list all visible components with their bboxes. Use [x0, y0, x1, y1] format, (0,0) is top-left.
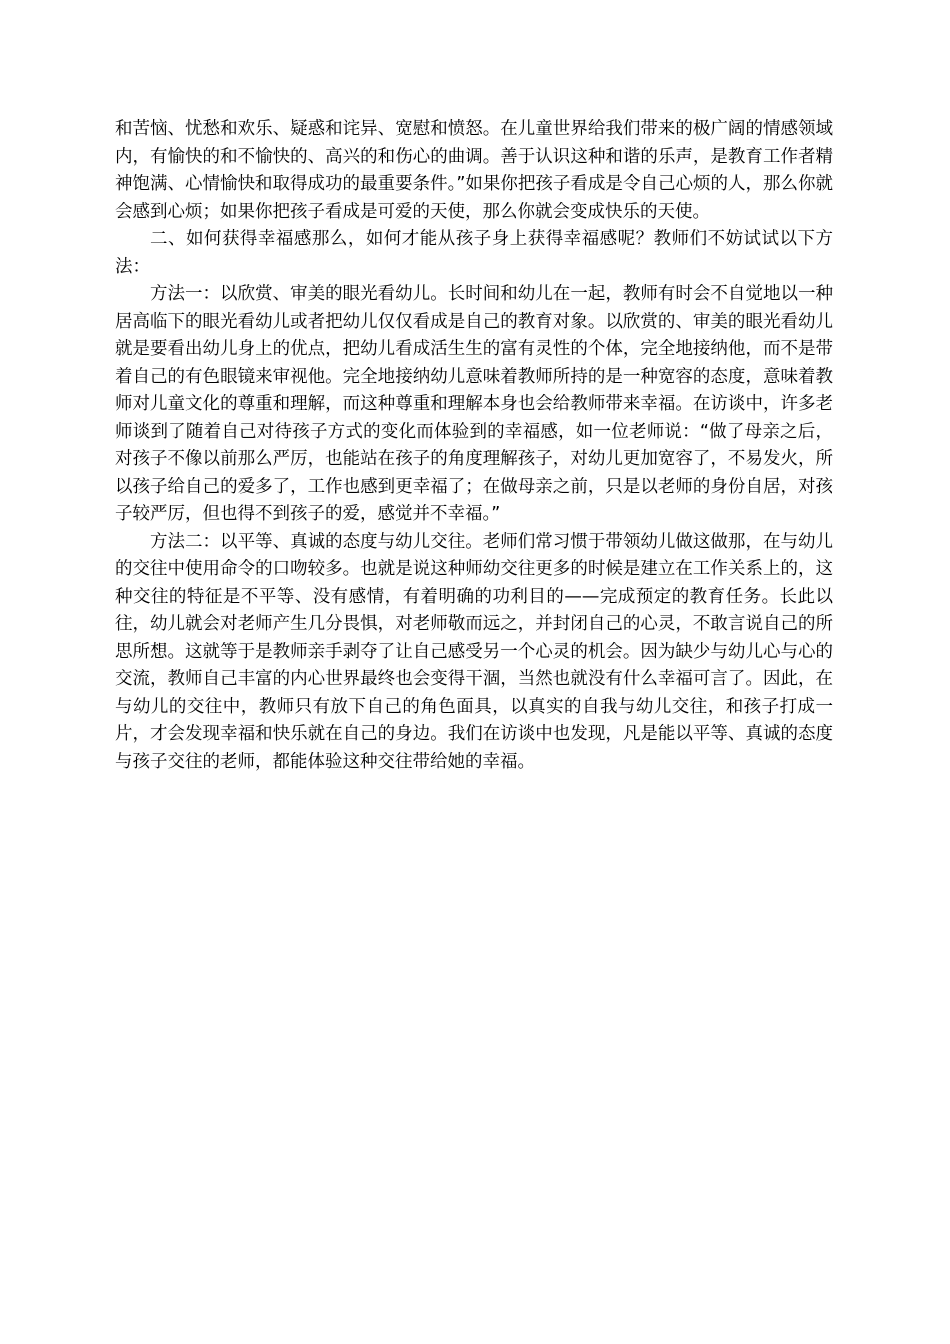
document-page: [115, 116, 833, 776]
paragraph-method-one: 方法一：以欣赏、审美的眼光看幼儿。长时间和幼儿在一起，教师有时会不自觉地以一种居高临下的眼光看幼儿或者把幼儿仅仅看成是自己的教育对象。以欣赏的、审美的眼光看幼儿就是要看出幼儿身上的优点，把幼儿看成活生生的富有灵性的个体，完全地接纳他，而不是带着自己的有色眼镜来审视他。完全地接纳幼儿意味着教师所持的是一种宽容的态度，意味着教师对儿童文化的尊重和理解，而这种尊重和理解本身也会给教师带来幸福。在访谈中，许多老师谈到了随着自己对待孩子方式的变化而体验到的幸福感，如一位老师说：“做了母亲之后，对孩子不像以前那么严厉，也能站在孩子的角度理解孩子，对幼儿更加宽容了，不易发火，所以孩子给自己的爱多了，工作也感到更幸福了；在做母亲之前，只是以老师的身份自居，对孩子较严厉，但也得不到孩子的爱，感觉并不幸福。”: [115, 284, 833, 524]
paragraph-continuation: 和苦恼、忧愁和欢乐、疑惑和诧异、宽慰和愤怒。在儿童世界给我们带来的极广阔的情感领域内，有愉快的和不愉快的、高兴的和伤心的曲调。善于认识这种和谐的乐声，是教育工作者精神饱满、心情愉快和取得成功的最重要条件。”如果你把孩子看成是令自己心烦的人，那么你就会感到心烦；如果你把孩子看成是可爱的天使，那么你就会变成快乐的天使。: [115, 119, 833, 222]
paragraph-section-heading: 二、如何获得幸福感那么，如何才能从孩子身上获得幸福感呢？教师们不妨试试以下方法：: [115, 229, 833, 277]
paragraph-method-two: 方法二：以平等、真诚的态度与幼儿交往。老师们常习惯于带领幼儿做这做那，在与幼儿的交往中使用命令的口吻较多。也就是说这种师幼交往更多的时候是建立在工作关系上的，这种交往的特征是不平等、没有感情，有着明确的功利目的——完成预定的教育任务。长此以往，幼儿就会对老师产生几分畏惧，对老师敬而远之，并封闭自己的心灵，不敢言说自己的所思所想。这就等于是教师亲手剥夺了让自己感受另一个心灵的机会。因为缺少与幼儿心与心的交流，教师自己丰富的内心世界最终也会变得干涸，当然也就没有什么幸福可言了。因此，在与幼儿的交往中，教师只有放下自己的角色面具，以真实的自我与幼儿交往，和孩子打成一片，才会发现幸福和快乐就在自己的身边。我们在访谈中也发现，凡是能以平等、真诚的态度与孩子交往的老师，都能体验这种交往带给她的幸福。: [115, 531, 833, 772]
